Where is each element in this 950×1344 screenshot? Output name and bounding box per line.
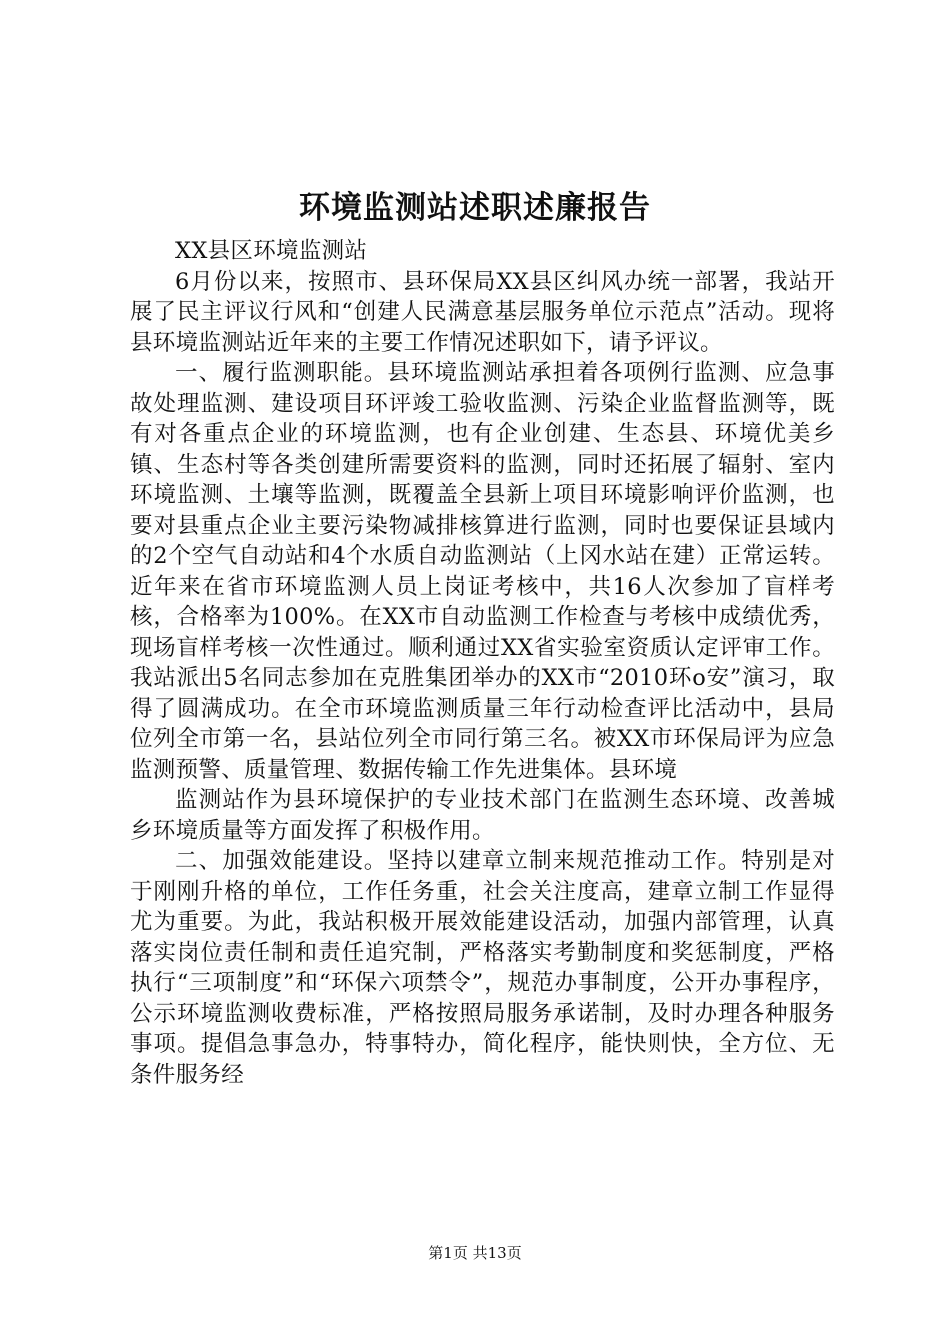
- page-footer: 第1页 共13页: [428, 1244, 522, 1262]
- paragraph-organization: XX县区环境监测站: [175, 238, 368, 264]
- paragraph-monitoring-duties: 一、履行监测职能。县环境监测站承担着各项例行监测、应急事故处理监测、建设项目环评竣工验收监测、污染企业监督监测等，既有对各重点企业的环境监测，也有企业创建、生态县、环境优美乡镇、生态村等各类创建所需要资料的监测，同时还拓展了辐射、室内环境监测、土壤等监测，既覆盖全县新上项目环境影响评价监测，也要对县重点企业主要污染物减排核算进行监测，同时也要保证县域内的2个空气自动站和4个水质自动监测站（上冈水站在建）正常运转。近年来在省市环境监测人员上岗证考核中，共16人次参加了盲样考核，合格率为100%。在XX市自动监测工作检查与考核中成绩优秀，现场盲样考核一次性通过。顺利通过XX省实验室资质认定评审工作。我站派出5名同志参加在克胜集团举办的XX市“2010环o安”演习，取得了圆满成功。在全市环境监测质量三年行动检查评比活动中，县局位列全市第一名，县站位列全市同行第三名。被XX市环保局评为应急监测预警、质量管理、数据传输工作先进集体。县环境: [130, 360, 835, 783]
- paragraph-monitoring-role: 监测站作为县环境保护的专业技术部门在监测生态环境、改善城乡环境质量等方面发挥了积极作用。: [130, 787, 835, 844]
- document-body: [130, 236, 835, 1090]
- document-title: 环境监测站述职述廉报告: [299, 190, 651, 226]
- paragraph-efficiency-building: 二、加强效能建设。坚持以建章立制来规范推动工作。特别是对于刚刚升格的单位，工作任务重，社会关注度高，建章立制工作显得尤为重要。为此，我站积极开展效能建设活动，加强内部管理，认真落实岗位责任制和责任追究制，严格落实考勤制度和奖惩制度，严格执行“三项制度”和“环保六项禁令”，规范办事制度，公开办事程序，公示环境监测收费标准，严格按照局服务承诺制，及时办理各种服务事项。提倡急事急办，特事特办，简化程序，能快则快，全方位、无条件服务经: [130, 848, 835, 1088]
- paragraph-intro: 6月份以来，按照市、县环保局XX县区纠风办统一部署，我站开展了民主评议行风和“创建人民满意基层服务单位示范点”活动。现将县环境监测站近年来的主要工作情况述职如下，请予评议。: [130, 268, 835, 356]
